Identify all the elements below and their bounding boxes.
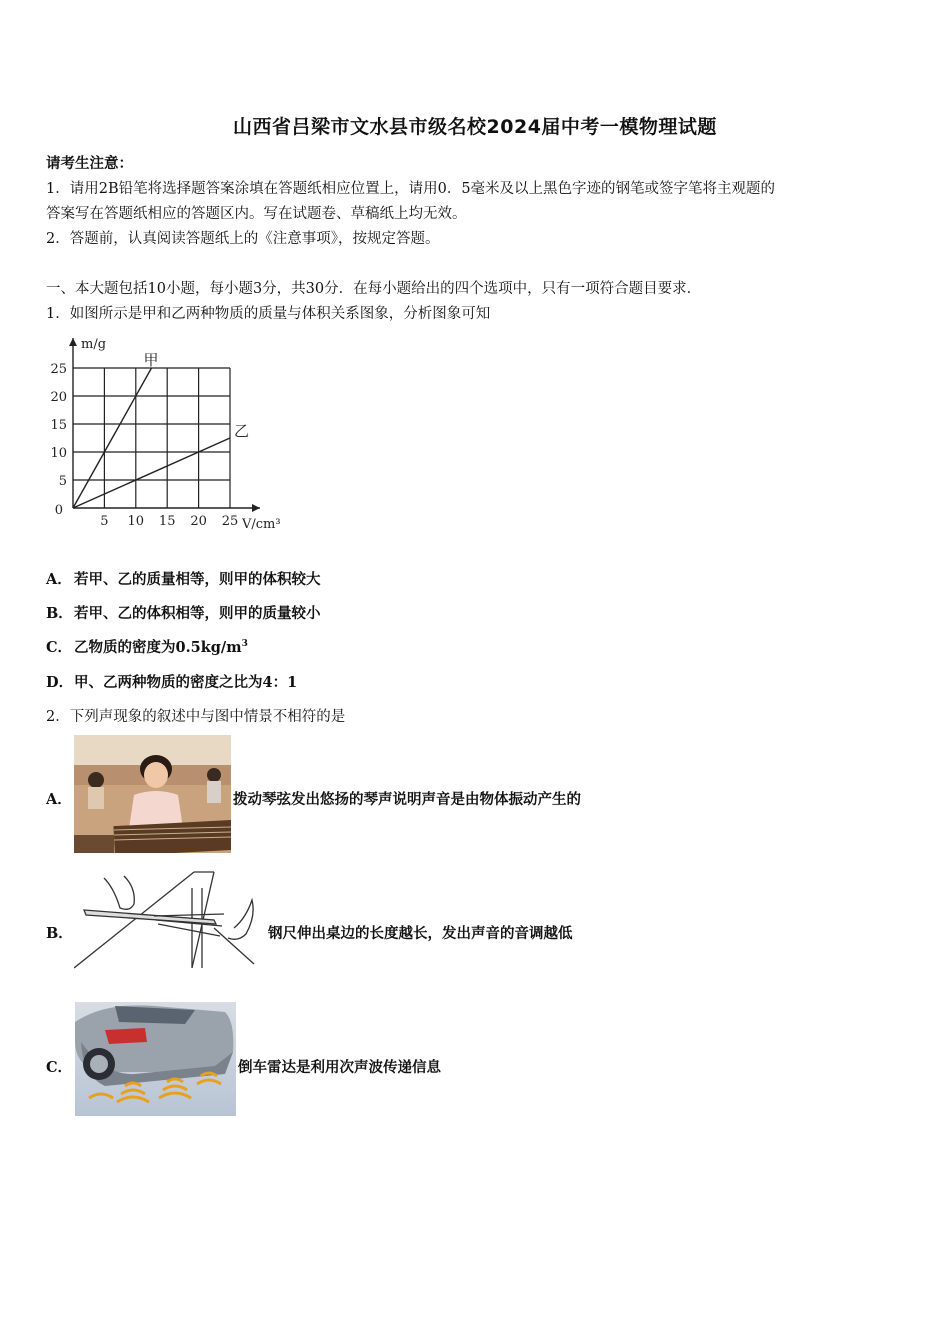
q2-option-a-text: 拨动琴弦发出悠扬的琴声说明声音是由物体振动产生的: [233, 791, 581, 808]
notice-item-2: 2．答题前，认真阅读答题纸上的《注意事项》，按规定答题。: [46, 231, 440, 247]
ruler-drawing: [74, 868, 266, 970]
series-label-2: 乙: [234, 422, 250, 440]
x-axis-label: V/cm³: [242, 517, 281, 532]
q1-option-c-text: [74, 636, 248, 657]
chart-axes: [69, 338, 260, 512]
x-tick-label-10: 10: [127, 514, 145, 529]
q1-option-b-label: B．: [46, 605, 73, 622]
q1-option-c-label: C．: [46, 639, 73, 656]
notice-heading: 请考生注意：: [46, 155, 133, 172]
q1-option-a-label: A．: [46, 571, 72, 588]
q1-option-d-text: 甲、乙两种物质的密度之比为4：1: [74, 674, 298, 691]
notice-item-1-line-2: 答案写在答题纸相应的答题区内。写在试题卷、草稿纸上均无效。: [46, 206, 467, 222]
origin-label: 0: [54, 503, 63, 518]
car-radar-photo: [75, 1002, 236, 1116]
y-tick-label-25: 25: [50, 362, 67, 377]
x-tick-label-5: 5: [100, 514, 109, 529]
chart-series: [73, 368, 230, 508]
x-axis-arrow: [252, 504, 260, 512]
x-tick-label-15: 15: [158, 514, 176, 529]
q2-option-b-label: B．: [46, 925, 73, 942]
guzheng-photo: [74, 735, 231, 853]
q1-option-b-text: 若甲、乙的体积相等，则甲的质量较小: [74, 605, 321, 622]
series-label-1: 甲: [143, 351, 159, 369]
series-line-2: [73, 438, 230, 508]
y-tick-label-5: 5: [58, 474, 67, 489]
y-tick-label-15: 15: [50, 418, 67, 433]
mass-volume-chart: [40, 332, 300, 540]
y-axis-arrow: [69, 338, 77, 346]
q2-option-a-label: A．: [46, 791, 72, 808]
y-tick-label-10: 10: [50, 446, 67, 461]
question-2-stem: 2．下列声现象的叙述中与图中情景不相符的是: [46, 709, 346, 725]
question-1-stem: 1．如图所示是甲和乙两种物质的质量与体积关系图象，分析图象可知: [46, 306, 491, 322]
q2-option-c-label: C．: [46, 1059, 73, 1076]
q2-option-c-text: 倒车雷达是利用次声波传递信息: [238, 1059, 441, 1076]
y-tick-label-20: 20: [50, 390, 67, 405]
notice-item-1-line-1: 1．请用2B铅笔将选择题答案涂填在答题纸相应位置上，请用0．5毫米及以上黑色字迹的钢笔或签字笔将主观题的: [46, 181, 776, 197]
q1-option-c-main: 乙物质的密度为0.5kg/m: [74, 639, 242, 656]
q2-option-b-text: 钢尺伸出桌边的长度越长，发出声音的音调越低: [268, 925, 573, 942]
q1-option-a-text: 若甲、乙的质量相等，则甲的体积较大: [74, 571, 321, 588]
x-tick-label-20: 20: [190, 514, 207, 529]
q1-option-d-label: D．: [46, 674, 74, 691]
section-heading: 一、本大题包括10小题，每小题3分，共30分．在每小题给出的四个选项中，只有一项符合题目要求．: [46, 281, 702, 297]
x-tick-label-25: 25: [221, 514, 239, 529]
q1-option-c-sup: 3: [241, 639, 248, 650]
chart-grid: [73, 368, 230, 508]
series-line-1: [73, 368, 152, 508]
y-axis-label: m/g: [81, 337, 107, 352]
page-title: 山西省吕梁市文水县市级名校2024届中考一模物理试题: [233, 116, 717, 138]
